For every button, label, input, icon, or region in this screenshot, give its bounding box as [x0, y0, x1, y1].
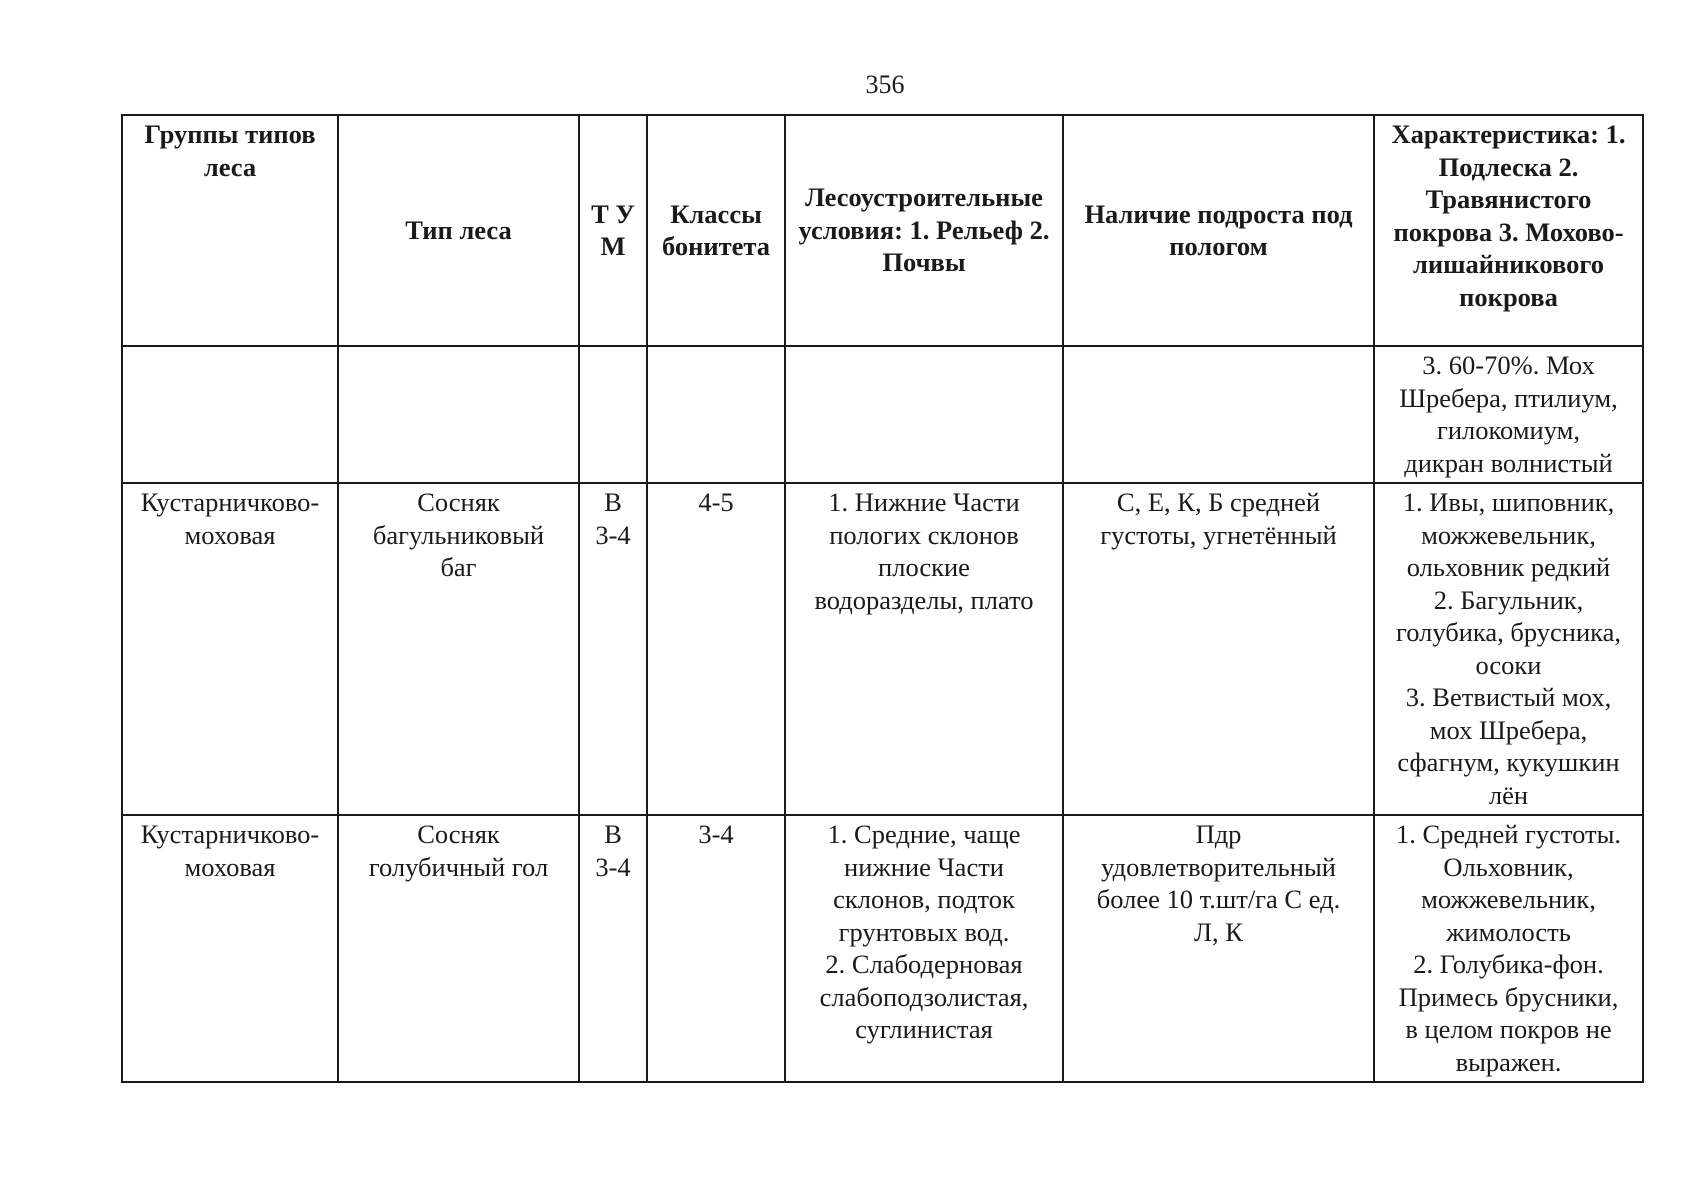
cell-bonitet-class: [647, 483, 785, 815]
cell-line: можжевельник,: [1421, 519, 1596, 550]
forest-types-table: [121, 114, 1644, 1083]
cell-line: густоты, угнетённый: [1100, 519, 1337, 550]
cell-line: 2. Голубика-фон.: [1413, 949, 1604, 979]
header-row: [122, 115, 1643, 346]
cell-line: 3-4: [595, 851, 631, 882]
cell-bonitet-class: [647, 815, 785, 1082]
cell-line: в целом покров не: [1405, 1014, 1612, 1044]
table-row: [122, 346, 1643, 483]
cell-line: жимолость: [1446, 916, 1571, 947]
header-characteristics: Характеристика: 1. Подлеска 2. Травянистого покрова 3. Мохово-лишайникового покрова: [1374, 115, 1643, 346]
page-number: 356: [865, 70, 905, 99]
cell-line: водоразделы, плато: [814, 584, 1034, 615]
cell-line: Сосняк: [417, 487, 500, 517]
cell-forest-type-group: [122, 346, 338, 483]
cell-line: 3. 60-70%. Мох: [1422, 350, 1595, 380]
cell-line: слабоподзолистая,: [819, 981, 1029, 1012]
cell-line: 1. Средние, чаще: [827, 819, 1021, 849]
cell-line: пологих склонов: [829, 519, 1019, 550]
cell-line: 3-4: [698, 819, 734, 849]
cell-characteristics: [1374, 483, 1643, 815]
cell-line: 3-4: [595, 519, 631, 550]
cell-line: выражен.: [1455, 1046, 1562, 1077]
cell-line: С, Е, К, Б средней: [1116, 487, 1321, 517]
cell-line: грунтовых вод.: [838, 916, 1010, 947]
cell-line: удовлетворительный: [1101, 851, 1336, 882]
cell-tum: [579, 346, 647, 483]
cell-line: 1. Ивы, шиповник,: [1402, 487, 1615, 517]
cell-forest-type: [338, 483, 579, 815]
cell-line: дикран волнистый: [1404, 447, 1613, 478]
cell-line: суглинистая: [855, 1014, 993, 1044]
header-tum: Т У М: [579, 115, 647, 346]
cell-line: 1. Средней густоты.: [1395, 819, 1622, 849]
cell-forest-type: [338, 815, 579, 1082]
cell-line: баг: [440, 552, 477, 582]
cell-bonitet-class: [647, 346, 785, 483]
cell-line: мох Шребера,: [1429, 714, 1588, 745]
cell-undergrowth: [1063, 483, 1374, 815]
cell-line: 2. Слабодерновая: [825, 949, 1023, 979]
cell-forest-conditions: [785, 346, 1063, 483]
cell-line: 2. Багульник,: [1433, 584, 1584, 615]
header-bonitet-classes: Классы бонитета: [647, 115, 785, 346]
cell-line: багульниковый: [372, 519, 545, 550]
cell-line: В: [604, 819, 622, 849]
cell-characteristics: [1374, 815, 1643, 1082]
cell-line: 3. Ветвистый мох,: [1405, 682, 1612, 712]
cell-forest-type-group: [122, 815, 338, 1082]
cell-line: Шребера, птилиум,: [1399, 382, 1618, 413]
header-forest-type: Тип леса: [338, 115, 579, 346]
cell-forest-type: [338, 346, 579, 483]
cell-line: голубика, брусника,: [1395, 617, 1621, 647]
cell-undergrowth: [1063, 346, 1374, 483]
table-row: [122, 483, 1643, 815]
cell-line: лён: [1488, 779, 1529, 810]
cell-line: сфагнум, кукушкин: [1397, 747, 1620, 777]
cell-line: 1. Нижние Части: [828, 487, 1020, 517]
cell-forest-conditions: [785, 815, 1063, 1082]
cell-line: Кустарничково-: [140, 487, 320, 517]
cell-line: Кустарничково-: [140, 819, 320, 849]
header-forest-conditions: Лесоустроительные условия: 1. Рельеф 2. Почвы: [785, 115, 1063, 346]
cell-line: гилокомиум,: [1436, 415, 1581, 445]
cell-line: голубичный гол: [368, 851, 549, 882]
header-forest-type-group: Группы типов леса: [122, 115, 338, 346]
cell-line: плоские: [878, 552, 970, 582]
cell-line: Пдр: [1195, 819, 1242, 849]
cell-line: Сосняк: [417, 819, 500, 849]
cell-line: Примесь брусники,: [1398, 981, 1619, 1012]
cell-line: Ольховник,: [1443, 851, 1574, 882]
cell-line: осоки: [1475, 649, 1542, 680]
cell-forest-type-group: [122, 483, 338, 815]
cell-line: склонов, подток: [833, 884, 1015, 914]
cell-characteristics: [1374, 346, 1643, 483]
cell-undergrowth: [1063, 815, 1374, 1082]
table-row: [122, 815, 1643, 1082]
cell-line: 4-5: [698, 487, 734, 517]
cell-tum: [579, 483, 647, 815]
cell-line: можжевельник,: [1421, 884, 1596, 914]
cell-forest-conditions: [785, 483, 1063, 815]
cell-line: Л, К: [1194, 916, 1243, 947]
cell-line: В: [604, 487, 622, 517]
cell-tum: [579, 815, 647, 1082]
cell-line: ольховник редкий: [1406, 552, 1611, 582]
cell-line: моховая: [184, 519, 276, 550]
header-undergrowth: Наличие подроста под пологом: [1063, 115, 1374, 346]
cell-line: моховая: [184, 851, 276, 882]
cell-line: нижние Части: [844, 851, 1004, 882]
cell-line: более 10 т.шт/га С ед.: [1096, 884, 1341, 914]
